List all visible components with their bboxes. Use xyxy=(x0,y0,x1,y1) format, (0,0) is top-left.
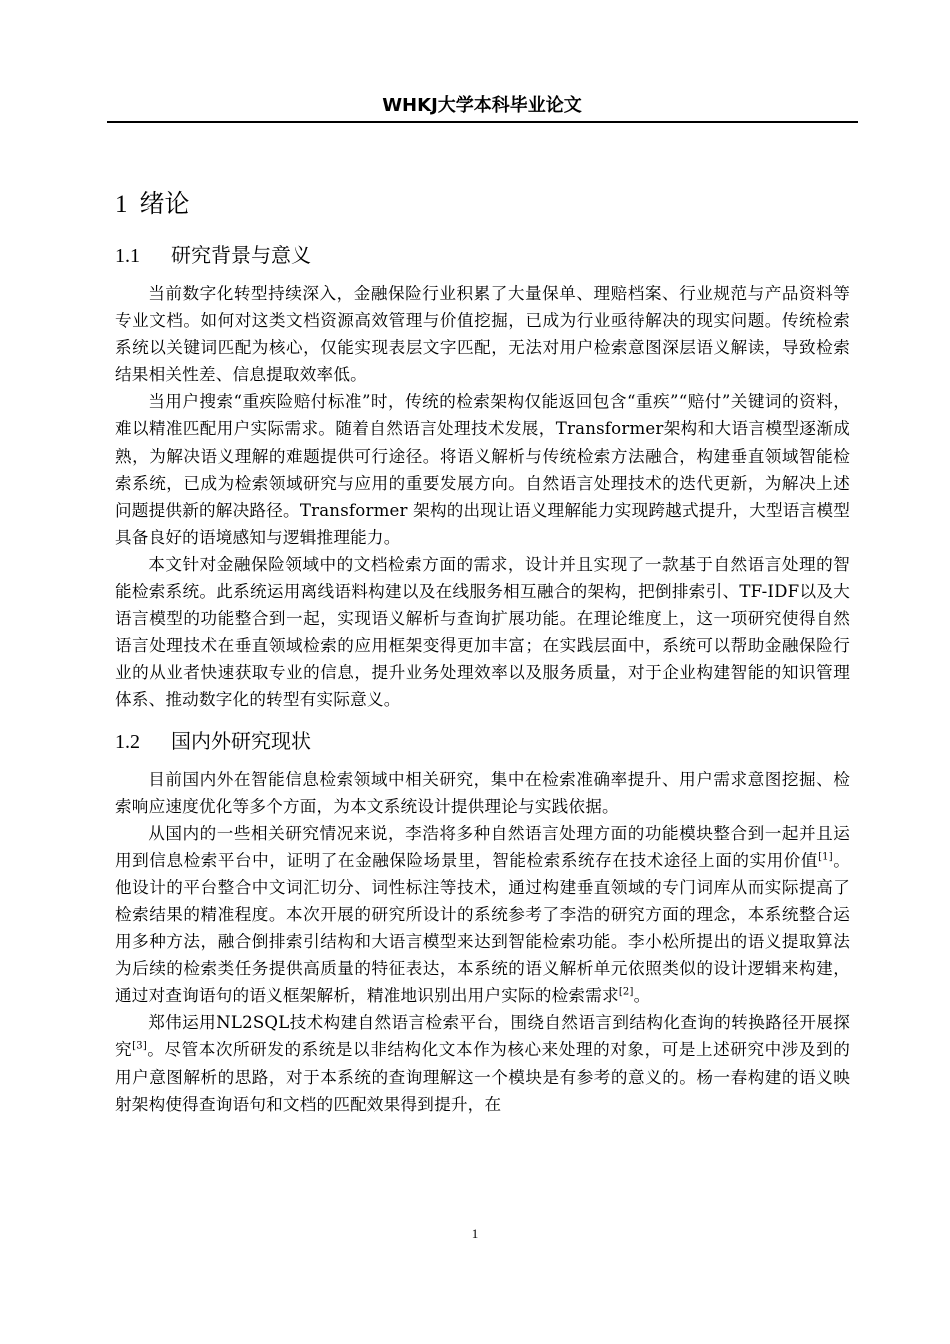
paragraph: 当用户搜索“重疾险赔付标准”时，传统的检索架构仅能返回包含“重疾”“赔付”关键词的资料，难以精准匹配用户实际需求。随着自然语言处理技术发展，Transformer架构和大语言模型逐渐成熟，为解决语义理解的难题提供可行途径。将语义解析与传统检索方法融合，构建垂直领域智能检索系统，已成为检索领域研究与应用的重要发展方向。自然语言处理技术的迭代更新，为解决上述问题提供新的解决路径。Transformer 架构的出现让语义理解能力实现跨越式提升，大型语言模型具备良好的语境感知与逻辑推理能力。 xyxy=(115,392,850,547)
paragraph xyxy=(115,820,850,1010)
section-number: 1.2 xyxy=(115,730,140,753)
paragraph: 当前数字化转型持续深入，金融保险行业积累了大量保单、理赔档案、行业规范与产品资料等专业文档。如何对这类文档资源高效管理与价值挖掘，已成为行业亟待解决的现实问题。传统检索系统以关键词匹配为核心，仅能实现表层文字匹配，无法对用户检索意图深层语义解读，导致检索结果相关性差、信息提取效率低。 xyxy=(115,284,850,385)
header-rule xyxy=(107,121,858,123)
section-title xyxy=(115,238,850,272)
paragraph-text: 从国内的一些相关研究情况来说，李浩将多种自然语言处理方面的功能模块整合到一起并且运用到信息检索平台中，证明了在金融保险场景里，智能检索系统存在技术途径上面的实用价值 xyxy=(115,823,850,870)
chapter-title-text: 绪论 xyxy=(139,189,190,218)
page-body xyxy=(115,182,850,1118)
running-header: WHKJ大学本科毕业论文 xyxy=(382,95,582,116)
citation-ref: [1] xyxy=(818,851,833,863)
page-number: 1 xyxy=(471,1226,479,1241)
section-number: 1.1 xyxy=(115,245,140,267)
chapter-title xyxy=(115,182,850,226)
paragraph-text: 。 xyxy=(633,986,651,1006)
paragraph-text: 。尽管本次所研发的系统是以非结构化文本作为核心来处理的对象，可是上述研究中涉及到的用户意图解析的思路，对于本系统的查询理解这一个模块是有参考的意义的。杨一春构建的语义映射架构使得查询语句和文档的匹配效果得到提升，在 xyxy=(115,1040,850,1114)
section-title-text: 国内外研究现状 xyxy=(171,728,311,753)
citation-ref: [3] xyxy=(132,1040,147,1052)
section-title-text: 研究背景与意义 xyxy=(171,243,311,267)
chapter-number: 1 xyxy=(115,191,128,218)
section-title xyxy=(115,724,850,758)
paragraph: 目前国内外在智能信息检索领域中相关研究，集中在检索准确率提升、用户需求意图挖掘、检索响应速度优化等多个方面，为本文系统设计提供理论与实践依据。 xyxy=(115,769,850,816)
paragraph-text: 郑伟运用NL2SQL技术构建自然语言检索平台，围绕自然语言到结构化查询的转换路径开展探究 xyxy=(115,1013,850,1060)
paragraph-text: 。他设计的平台整合中文词汇切分、词性标注等技术，通过构建垂直领域的专门词库从而实际提高了检索结果的精准程度。本次开展的研究所设计的系统参考了李浩的研究方面的理念，本系统整合运用多种方法，融合倒排索引结构和大语言模型来达到智能检索功能。李小松所提出的语义提取算法为后续的检索类任务提供高质量的特征表达，本系统的语义解析单元依照类似的设计逻辑来构建，通过对查询语句的语义框架解析，精准地识别出用户实际的检索需求 xyxy=(115,850,850,1006)
citation-ref: [2] xyxy=(618,986,634,998)
paragraph xyxy=(115,1009,850,1117)
paragraph: 本文针对金融保险领域中的文档检索方面的需求，设计并且实现了一款基于自然语言处理的智能检索系统。此系统运用离线语料构建以及在线服务相互融合的架构，把倒排索引、TF-IDF以及大语言模型的功能整合到一起，实现语义解析与查询扩展功能。在理论维度上，这一项研究使得自然语言处理技术在垂直领域检索的应用框架变得更加丰富；在实践层面中，系统可以帮助金融保险行业的从业者快速获取专业的信息，提升业务处理效率以及服务质量，对于企业构建智能的知识管理体系、推动数字化的转型有实际意义。 xyxy=(115,554,850,710)
